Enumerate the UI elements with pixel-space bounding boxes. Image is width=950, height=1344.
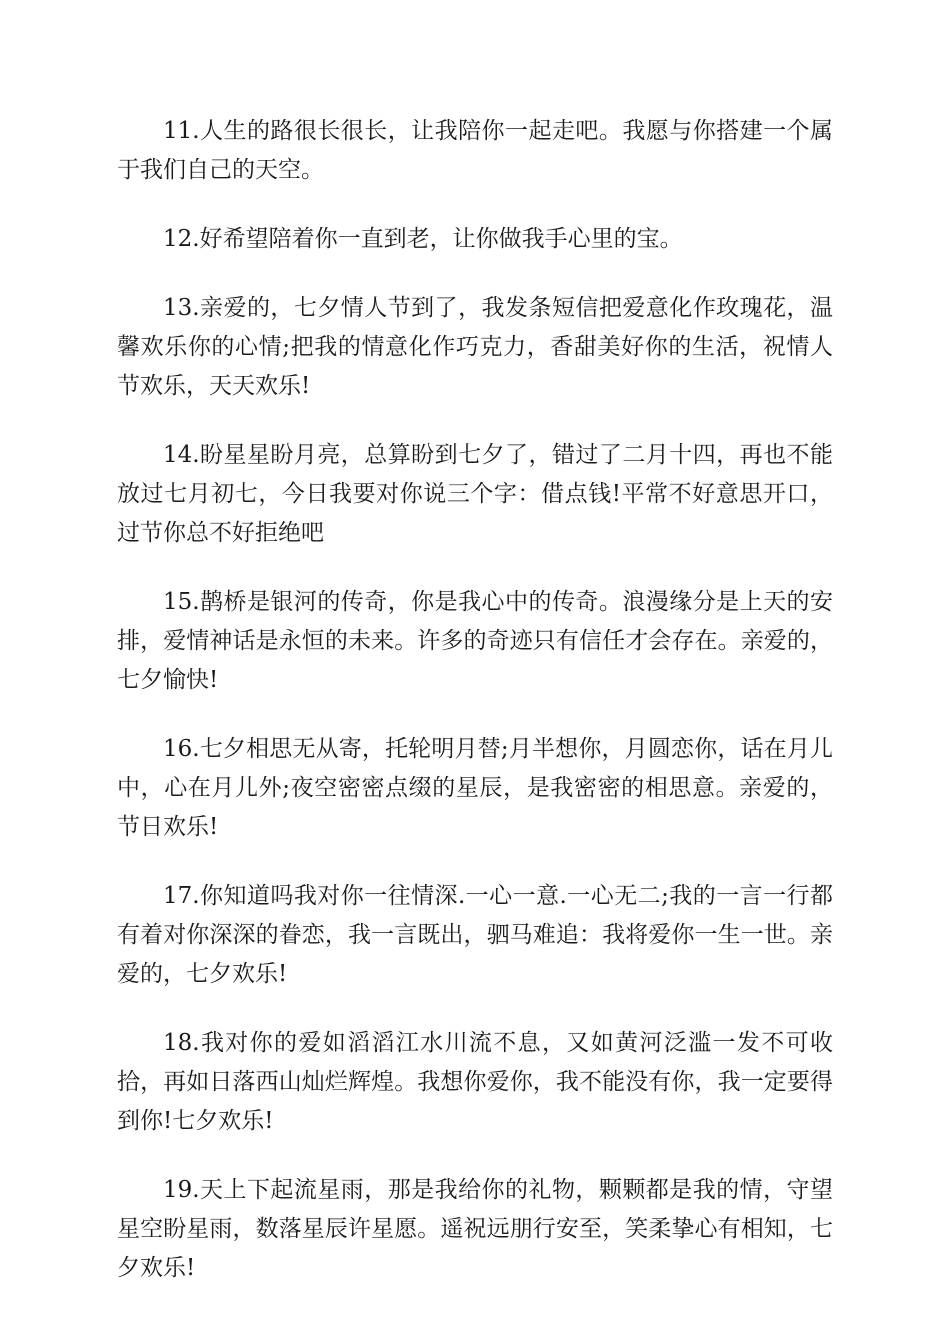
paragraph-18: 18.我对你的爱如滔滔江水川流不息，又如黄河泛滥一发不可收拾，再如日落西山灿烂辉煌。我想你爱你，我不能没有你，我一定要得到你!七夕欢乐! <box>117 1030 833 1134</box>
paragraph-15: 15.鹊桥是银河的传奇，你是我心中的传奇。浪漫缘分是上天的安排，爱情神话是永恒的未来。许多的奇迹只有信任才会存在。亲爱的，七夕愉快! <box>117 589 833 693</box>
paragraph-11: 11.人生的路很长很长，让我陪你一起走吧。我愿与你搭建一个属于我们自己的天空。 <box>117 118 833 183</box>
paragraph-13: 13.亲爱的，七夕情人节到了，我发条短信把爱意化作玫瑰花，温馨欢乐你的心情;把我的情意化作巧克力，香甜美好你的生活，祝情人节欢乐，天天欢乐! <box>117 295 833 399</box>
document-body <box>117 112 833 1318</box>
paragraph-17: 17.你知道吗我对你一往情深.一心一意.一心无二;我的一言一行都有着对你深深的眷恋，我一言既出，驷马难追：我将爱你一生一世。亲爱的，七夕欢乐! <box>117 883 833 987</box>
paragraph-14: 14.盼星星盼月亮，总算盼到七夕了，错过了二月十四，再也不能放过七月初七，今日我要对你说三个字：借点钱!平常不好意思开口，过节你总不好拒绝吧 <box>117 442 833 546</box>
paragraph-16: 16.七夕相思无从寄，托轮明月替;月半想你，月圆恋你，话在月儿中，心在月儿外;夜空密密点缀的星辰，是我密密的相思意。亲爱的，节日欢乐! <box>117 736 833 840</box>
paragraph-12: 12.好希望陪着你一直到老，让你做我手心里的宝。 <box>163 226 683 252</box>
paragraph-19: 19.天上下起流星雨，那是我给你的礼物，颗颗都是我的情，守望星空盼星雨，数落星辰许星愿。遥祝远朋行安至，笑柔挚心有相知，七夕欢乐! <box>117 1177 833 1281</box>
